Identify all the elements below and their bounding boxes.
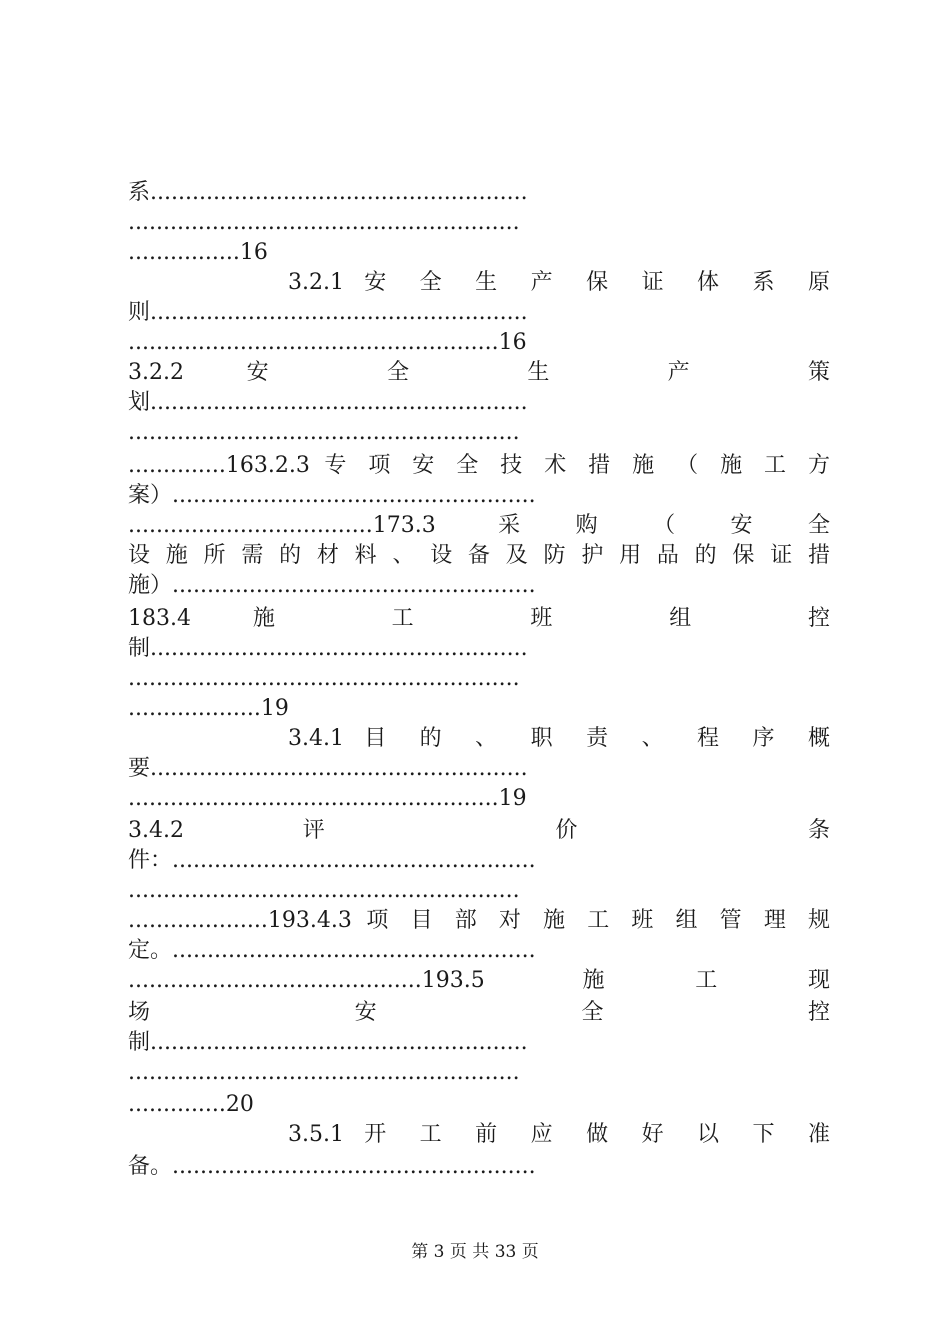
toc-line: ...................................173.3 采购（安全 bbox=[128, 513, 830, 538]
toc-line: 制...................................................... bbox=[128, 636, 528, 661]
toc-line: 3.4.1 目 的 、 职 责 、 程 序 概 bbox=[288, 726, 830, 751]
toc-line: 案）.................................................... bbox=[128, 483, 536, 508]
toc-line: .....................................................19 bbox=[128, 786, 527, 811]
toc-line: ........................................................ bbox=[128, 878, 520, 903]
toc-line: 3.2.1 安 全 生 产 保 证 体 系 原 bbox=[288, 270, 830, 295]
toc-line: 备。.................................................... bbox=[128, 1154, 536, 1179]
page-footer: 第 3 页 共 33 页 bbox=[411, 1242, 539, 1262]
toc-line: 要...................................................... bbox=[128, 756, 528, 781]
toc-line: .....................................................16 bbox=[128, 330, 527, 355]
toc-line: 定。.................................................... bbox=[128, 938, 536, 963]
toc-line: 制...................................................... bbox=[128, 1030, 528, 1055]
toc-line: ....................193.4.3 项 目 部 对 施 工 班 组 管 理 规 bbox=[128, 908, 830, 933]
toc-line: ........................................................ bbox=[128, 666, 520, 691]
toc-line: ..........................................193.5 施工现 bbox=[128, 968, 830, 993]
toc-line: 设 施 所 需 的 材 料 、 设 备 及 防 护 用 品 的 保 证 措 bbox=[128, 543, 830, 568]
toc-line: ........................................................ bbox=[128, 1060, 520, 1085]
toc-line: 则...................................................... bbox=[128, 300, 528, 325]
toc-line: 183.4 施 工 班 组 控 bbox=[128, 606, 830, 631]
toc-line: 件：.................................................... bbox=[128, 848, 536, 873]
toc-line: 3.5.1 开 工 前 应 做 好 以 下 准 bbox=[288, 1122, 830, 1147]
toc-line: 场 安 全 控 bbox=[128, 1000, 830, 1025]
toc-line: 3.2.2 安 全 生 产 策 bbox=[128, 360, 830, 385]
toc-line: ................16 bbox=[128, 240, 268, 265]
toc-line: 划...................................................... bbox=[128, 390, 528, 415]
toc-line: ...................19 bbox=[128, 696, 289, 721]
toc-line: 施）.................................................... bbox=[128, 573, 536, 598]
toc-line: ........................................................ bbox=[128, 210, 520, 235]
toc-line: ........................................................ bbox=[128, 420, 520, 445]
toc-line: 3.4.2 评 价 条 bbox=[128, 818, 830, 843]
toc-line: ..............20 bbox=[128, 1092, 254, 1117]
toc-line: 系...................................................... bbox=[128, 180, 528, 205]
toc-line: ..............163.2.3 专 项 安 全 技 术 措 施 （ 施 工 方 bbox=[128, 453, 830, 478]
